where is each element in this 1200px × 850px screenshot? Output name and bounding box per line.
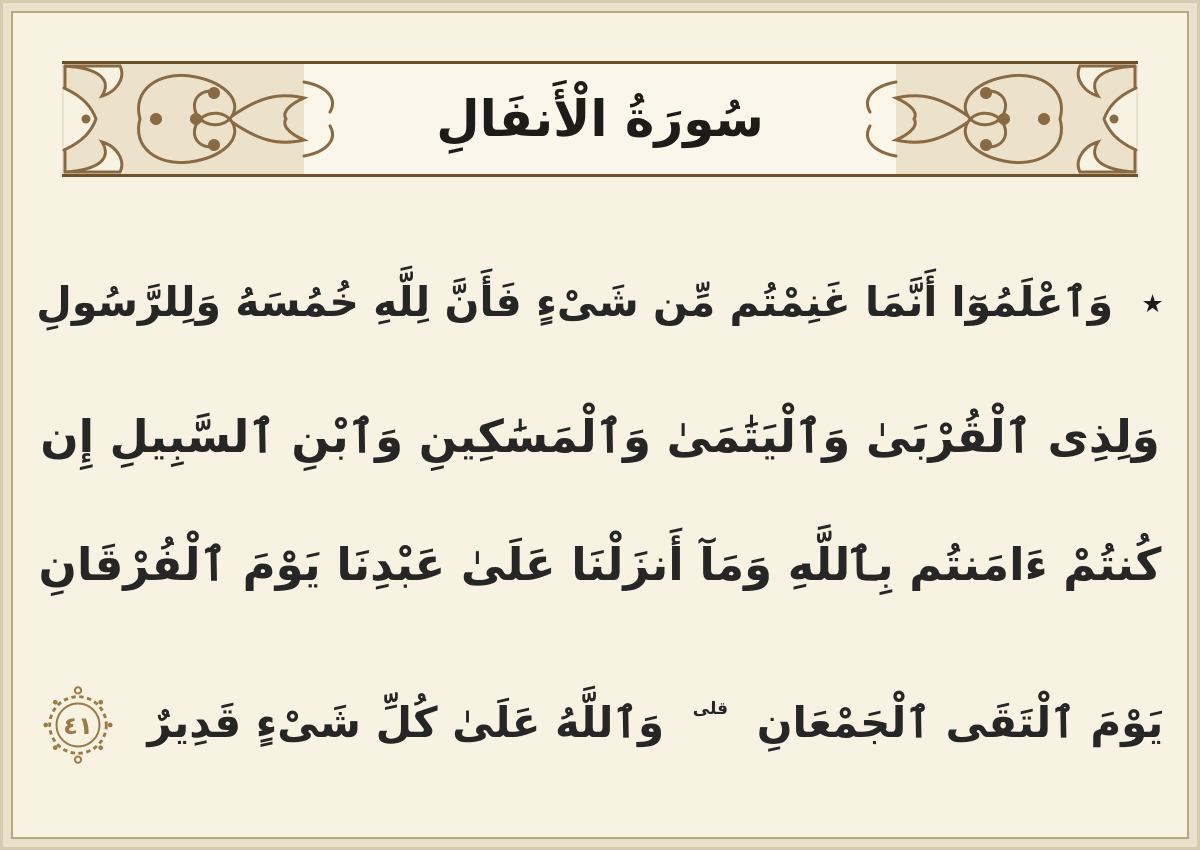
- verse-area: [35, 242, 1165, 769]
- verse-line-1-text: وَٱعْلَمُوٓا أَنَّمَا غَنِمْتُم مِّن شَىْءٍ فَأَنَّ لِلَّهِ خُمُسَهُ وَلِلرَّسُولِ: [36, 278, 1114, 326]
- verse-line-1: [35, 242, 1165, 362]
- hizb-star-icon: ٭: [1141, 278, 1164, 326]
- arabesque-ornament-right: [848, 64, 1138, 174]
- ayah-number-medallion: [37, 684, 119, 766]
- verse-line-2: [35, 377, 1165, 497]
- verse-line-4: [35, 649, 1165, 769]
- arabesque-ornament-left: [62, 64, 352, 174]
- page-frame: [11, 11, 1189, 839]
- verse-line-2-text: وَلِذِى ٱلْقُرْبَىٰ وَٱلْيَتَٰمَىٰ وَٱلْمَسَٰكِينِ وَٱبْنِ ٱلسَّبِيلِ إِن: [40, 410, 1160, 463]
- verse-line-3-text: كُنتُمْ ءَامَنتُم بِٱللَّهِ وَمَآ أَنزَلْنَا عَلَىٰ عَبْدِنَا يَوْمَ ٱلْفُرْقَانِ: [38, 538, 1162, 591]
- verse-line-4-text-after-waqf: وَٱللَّهُ عَلَىٰ كُلِّ شَىْءٍ قَدِيرٌ: [147, 697, 665, 747]
- ayah-number: ٤١: [62, 711, 93, 741]
- verse-line-3: [35, 505, 1165, 625]
- verse-line-4-text-before-waqf: يَوْمَ ٱلْتَقَى ٱلْجَمْعَانِ: [756, 697, 1164, 747]
- title-band: [62, 61, 1138, 177]
- surah-title: سُورَةُ الْأَنفَالِ: [436, 90, 764, 148]
- waqf-qala-mark: قلى: [692, 699, 729, 719]
